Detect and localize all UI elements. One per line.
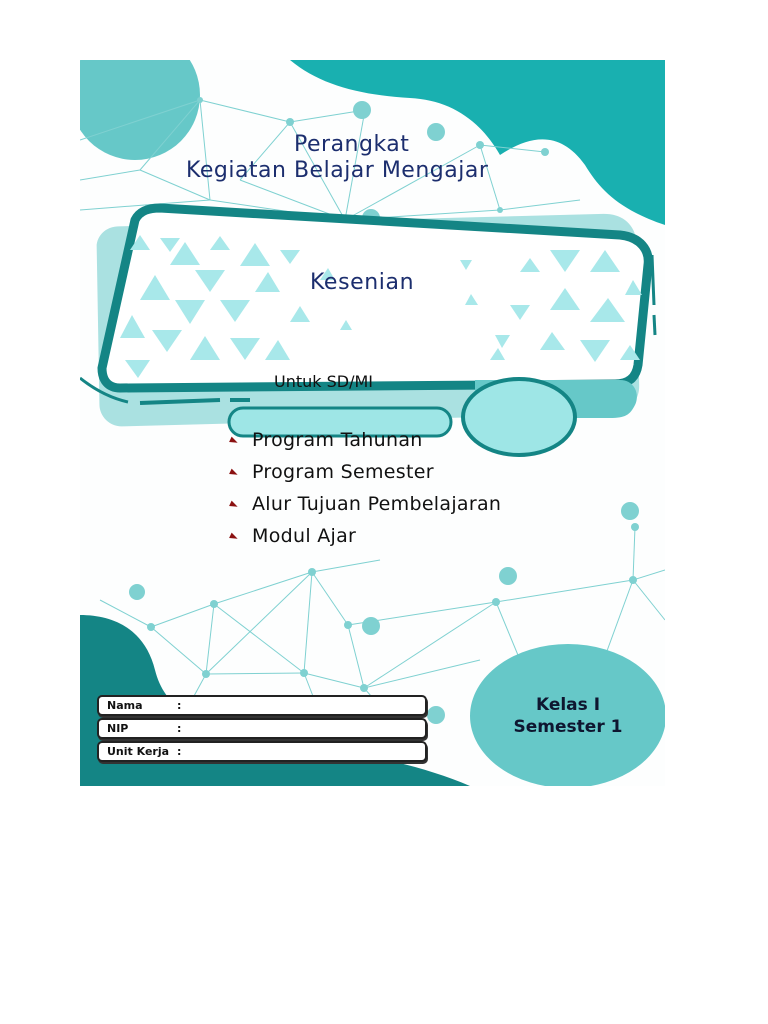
top-left-circle: [80, 60, 200, 160]
red-arrow-bullet-icon: [228, 467, 240, 477]
list-item-label: Program Tahunan: [252, 429, 423, 451]
semester-label: Semester 1: [513, 717, 623, 737]
red-arrow-bullet-icon: [228, 531, 240, 541]
title-line1: Perangkat: [294, 132, 410, 157]
title-line2: Kegiatan Belajar Mengajar: [186, 158, 489, 183]
red-arrow-bullet-icon: [228, 435, 240, 445]
document-list: [228, 424, 501, 552]
frame-dash-1: [652, 255, 654, 305]
list-item: [228, 488, 501, 520]
class-semester-badge: [470, 644, 665, 786]
class-label: Kelas I: [535, 695, 601, 715]
nip-field-label: NIP: [107, 722, 129, 735]
list-item-label: Alur Tujuan Pembelajaran: [252, 493, 502, 515]
unit-kerja-field-label: Unit Kerja: [107, 745, 170, 758]
nip-field-colon: :: [177, 722, 182, 735]
name-field-label: Nama: [107, 699, 143, 712]
name-field[interactable]: [97, 695, 427, 716]
red-arrow-bullet-icon: [228, 499, 240, 509]
cover-page: [80, 60, 665, 786]
list-item-label: Modul Ajar: [252, 525, 357, 547]
nip-field[interactable]: [97, 718, 427, 739]
name-field-colon: :: [177, 699, 182, 712]
subject-title: Kesenian: [310, 270, 415, 295]
list-item-label: Program Semester: [252, 461, 434, 483]
list-item: [228, 424, 501, 456]
unit-kerja-field[interactable]: [97, 741, 427, 762]
frame-dash-2: [654, 315, 655, 335]
list-item: [228, 520, 501, 552]
unit-kerja-field-colon: :: [177, 745, 182, 758]
list-item: [228, 456, 501, 488]
level-label: Untuk SD/MI: [274, 372, 374, 391]
